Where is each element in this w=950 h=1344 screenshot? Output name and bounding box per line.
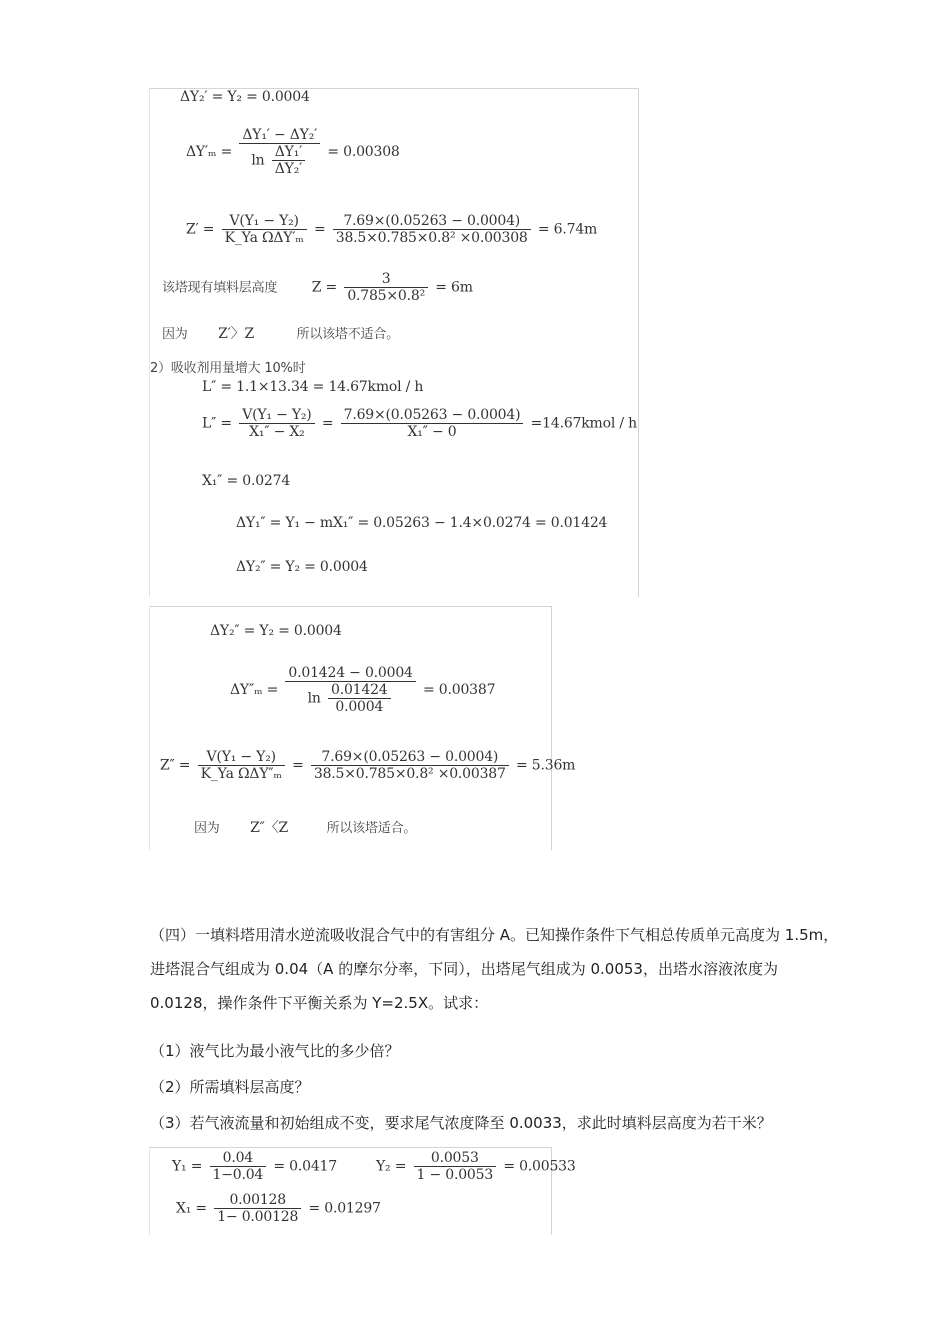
eq-x1-double-prime: X₁″ = 0.0274 — [202, 473, 291, 489]
question-1: （1）液气比为最小液气比的多少倍？ — [150, 1042, 400, 1060]
eq-l-double-prime-expanded: L″ = $\frac{\text{V(Y₁ − Y₂)}}{\text{X₁″ − X₂}}$ = $\frac{7.69\times(0.05263 - 0.0004)}{\text{X₁″ − 0}}$ =14.67kmol / h — [202, 407, 637, 440]
section-heading-2: 2）吸收剂用量增大 10%时 — [150, 361, 306, 376]
eq-delta-y2-double-prime: ΔY₂″ = Y₂ = 0.0004 — [236, 559, 368, 575]
solution-image-1 — [149, 88, 639, 597]
eq-y1: Y₁ = $\frac{0.04}{1-0.04}$ = 0.0417 — [172, 1150, 337, 1183]
problem-statement: （四）一填料塔用清水逆流吸收混合气中的有害组分 A。已知操作条件下气相总传质单元高度为 1.5m，进塔混合气组成为 0.04（A 的摩尔分率，下同），出塔尾气组成为 0.0053，出塔水溶液浓度为 0.0128，操作条件下平衡关系为 Y=2.5X。试求： — [150, 926, 839, 1012]
eq-current-height: 该塔现有填料层高度 Z = $\frac{3}{\text{0.785×0.8²}}$ = 6m — [162, 271, 473, 304]
conclusion-suitable: 因为 Z″〈Z 所以该塔适合。 — [194, 820, 417, 836]
question-3: （3）若气液流量和初始组成不变，要求尾气浓度降至 0.0033，求此时填料层高度为若干米？ — [150, 1114, 772, 1132]
eq-y2: Y₂ = $\frac{0.0053}{1 - 0.0053}$ = 0.00533 — [376, 1150, 576, 1183]
question-2: （2）所需填料层高度？ — [150, 1078, 310, 1096]
eq-z-double-prime: Z″ = $\frac{\text{V(Y₁ − Y₂)}}{\text{K\_Ya ΩΔY″ₘ}}$ = $\frac{7.69\times(0.05263 - 0.0004)}{\text{38.5×0.785×0.8² ×0.00387}}$ = 5.36m — [160, 749, 576, 782]
eq-x1: X₁ = $\frac{0.00128}{1- 0.00128}$ = 0.01297 — [176, 1192, 381, 1225]
eq-delta-y2-prime: ΔY₂′ = Y₂ = 0.0004 — [180, 89, 310, 105]
eq-l-double-prime: L″ = 1.1×13.34 = 14.67kmol / h — [202, 379, 424, 395]
solution-image-3 — [149, 1147, 576, 1235]
solution-image-2 — [149, 606, 576, 850]
eq-delta-ym-prime: ΔY′ₘ = ΔY₁′ − ΔY₂′ ln $\frac{\text{ΔY₁′}}{\text{ΔY₂′}}$ = 0.00308 — [186, 127, 400, 177]
eq-z-prime: Z′ = $\frac{\text{V(Y₁ − Y₂)}}{\text{K\_Ya ΩΔY′ₘ}}$ = $\frac{7.69\times(0.05263 - 0.0004)}{\text{38.5×0.785×0.8² ×0.00308}}$ = 6.74m — [186, 213, 598, 246]
conclusion-not-suitable: 因为 Z′〉Z 所以该塔不适合。 — [162, 326, 399, 342]
eq-delta-y2-double-prime-2: ΔY₂″ = Y₂ = 0.0004 — [210, 623, 342, 639]
fraction: ΔY₁′ − ΔY₂′ ln $\frac{\text{ΔY₁′}}{\text{ΔY₂′}}$ — [239, 127, 320, 177]
eq-delta-ym-double-prime: ΔY″ₘ = 0.01424 − 0.0004 ln $\frac{0.01424}{0.0004}$ = 0.00387 — [230, 665, 496, 715]
eq-delta-y1-double-prime: ΔY₁″ = Y₁ − mX₁″ = 0.05263 − 1.4×0.0274 = 0.01424 — [236, 515, 608, 531]
